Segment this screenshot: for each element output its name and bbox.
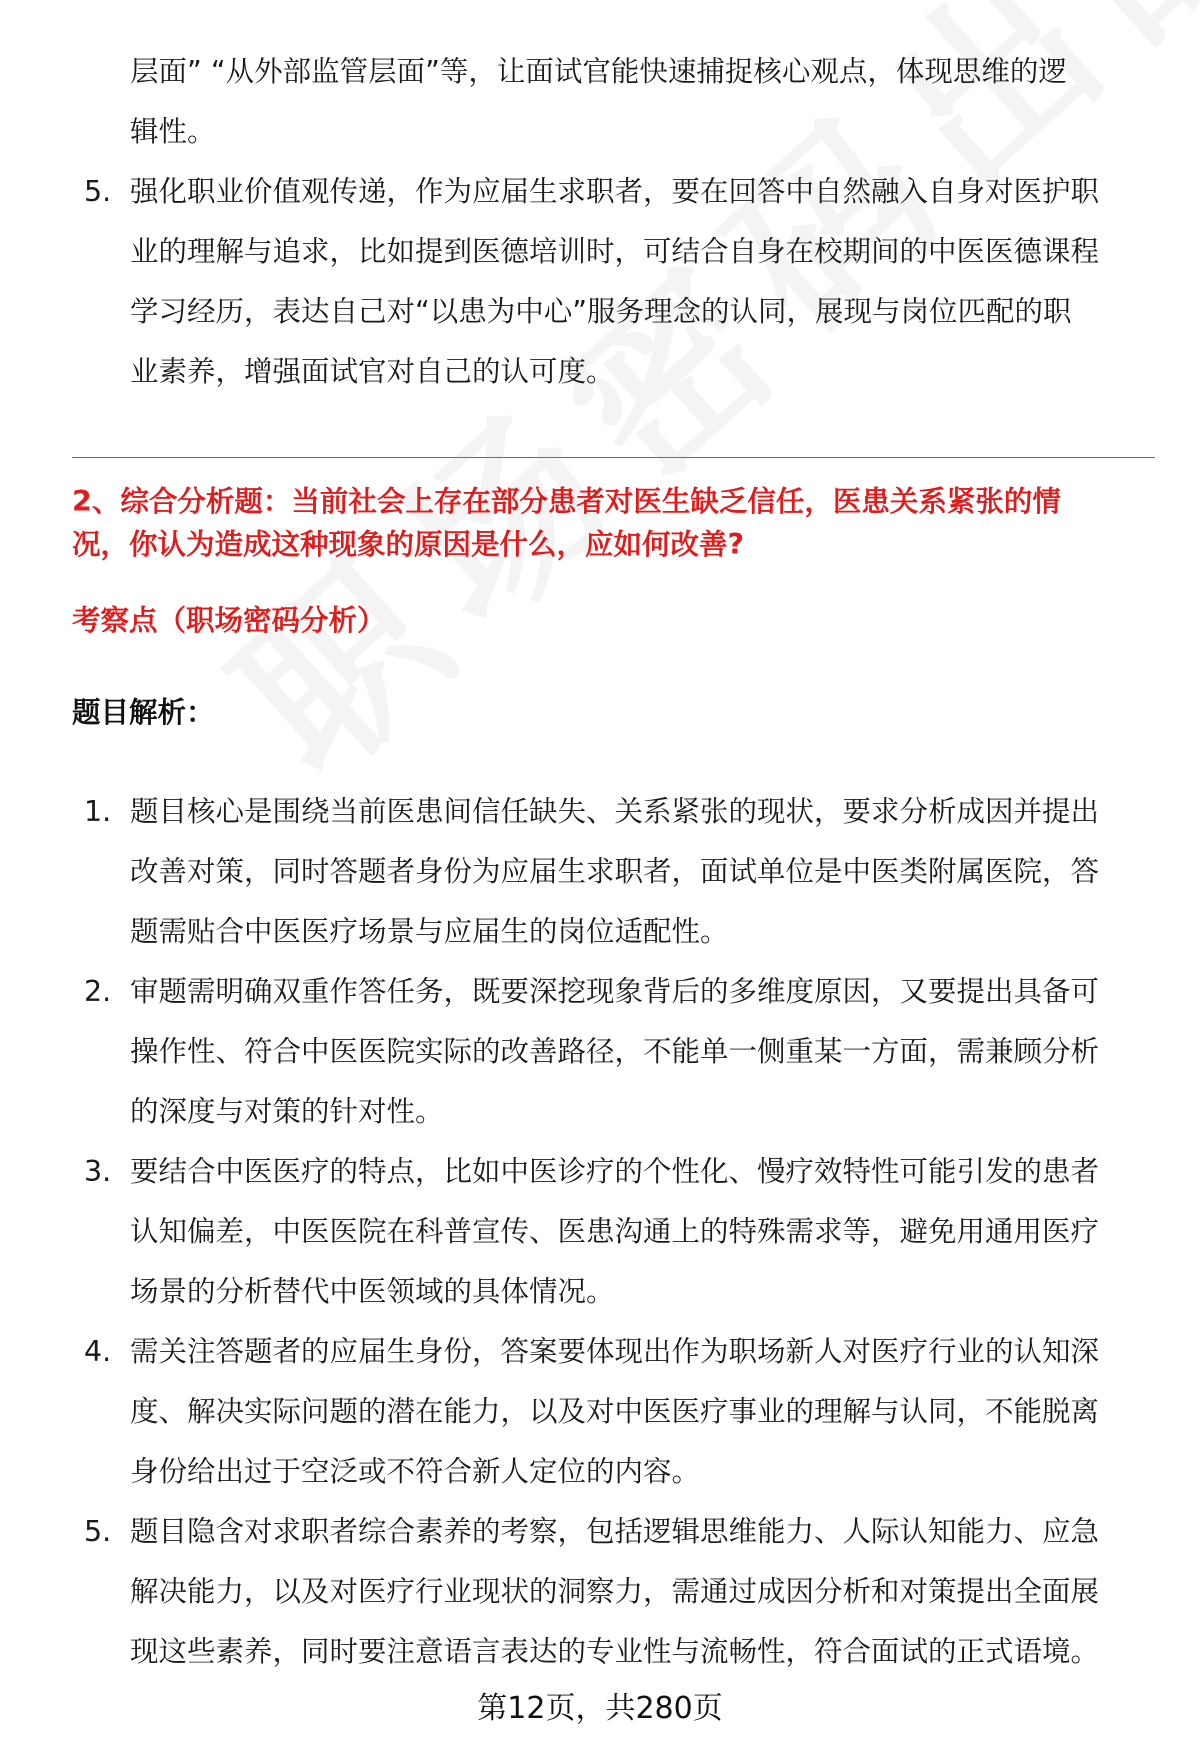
text-line: 改善对策，同时答题者身份为应届生求职者，面试单位是中医类附属医院，答	[130, 855, 1100, 888]
text-line: 题目隐含对求职者综合素养的考察，包括逻辑思维能力、人际认知能力、应急	[130, 1515, 1100, 1548]
text-line: 业素养，增强面试官对自己的认可度。	[130, 355, 615, 388]
text-line: 需关注答题者的应届生身份，答案要体现出作为职场新人对医疗行业的认知深	[130, 1335, 1100, 1368]
list-item-text	[130, 1142, 1142, 1322]
text-line: 强化职业价值观传递，作为应届生求职者，要在回答中自然融入自身对医护职	[130, 175, 1100, 208]
analysis-list	[72, 782, 1142, 1682]
list-number: 3.	[84, 1155, 112, 1188]
list-item-text	[130, 962, 1142, 1142]
text-line: 要结合中医医疗的特点，比如中医诊疗的个性化、慢疗效特性可能引发的患者	[130, 1155, 1100, 1188]
list-number: 5.	[84, 1515, 112, 1548]
list-item	[72, 782, 1142, 962]
exam-point-heading: 考察点（职场密码分析）	[72, 604, 386, 637]
list-number: 1.	[84, 795, 112, 828]
text-line: 操作性、符合中医医院实际的改善路径，不能单一侧重某一方面，需兼顾分析	[130, 1035, 1100, 1068]
list-item-text	[130, 1322, 1142, 1502]
list-item-text	[130, 1502, 1142, 1682]
page-number-footer: 第12页，共280页	[477, 1691, 723, 1726]
list-item	[72, 1142, 1142, 1322]
list-item-text	[130, 162, 1142, 402]
list-number: 4.	[84, 1335, 112, 1368]
list-item-text	[130, 782, 1142, 962]
text-line: 的深度与对策的针对性。	[130, 1095, 444, 1128]
top-section	[72, 42, 1142, 402]
section-divider	[72, 457, 1155, 458]
list-number: 2.	[84, 975, 112, 1008]
question-line: 况，你认为造成这种现象的原因是什么，应如何改善?	[72, 528, 745, 561]
text-line: 审题需明确双重作答任务，既要深挖现象背后的多维度原因，又要提出具备可	[130, 975, 1100, 1008]
text-line: 业的理解与追求，比如提到医德培训时，可结合自身在校期间的中医医德课程	[130, 235, 1100, 268]
text-line: 解决能力，以及对医疗行业现状的洞察力，需通过成因分析和对策提出全面展	[130, 1575, 1100, 1608]
analysis-heading: 题目解析：	[72, 696, 215, 729]
text-line: 场景的分析替代中医领域的具体情况。	[130, 1275, 615, 1308]
list-item	[72, 962, 1142, 1142]
text-line: 题目核心是围绕当前医患间信任缺失、关系紧张的现状，要求分析成因并提出	[130, 795, 1100, 828]
text-line: 题需贴合中医医疗场景与应届生的岗位适配性。	[130, 915, 729, 948]
question-heading	[72, 480, 1152, 566]
list-item	[72, 1322, 1142, 1502]
text-line: 现这些素养，同时要注意语言表达的专业性与流畅性，符合面试的正式语境。	[130, 1635, 1100, 1668]
list-item	[72, 1502, 1142, 1682]
question-line: 2、综合分析题：当前社会上存在部分患者对医生缺乏信任，医患关系紧张的情	[72, 485, 1061, 518]
text-line: 学习经历，表达自己对“以患为中心”服务理念的认同，展现与岗位匹配的职	[130, 295, 1072, 328]
list-item	[72, 162, 1142, 402]
continuation-line: 层面” “从外部监管层面”等，让面试官能快速捕捉核心观点，体现思维的逻	[130, 55, 1067, 88]
list-number: 5.	[84, 175, 112, 208]
continuation-line: 辑性。	[130, 115, 216, 148]
text-line: 认知偏差，中医医院在科普宣传、医患沟通上的特殊需求等，避免用通用医疗	[130, 1215, 1100, 1248]
text-line: 身份给出过于空泛或不符合新人定位的内容。	[130, 1455, 701, 1488]
text-line: 度、解决实际问题的潜在能力，以及对中医医疗事业的理解与认同，不能脱离	[130, 1395, 1100, 1428]
